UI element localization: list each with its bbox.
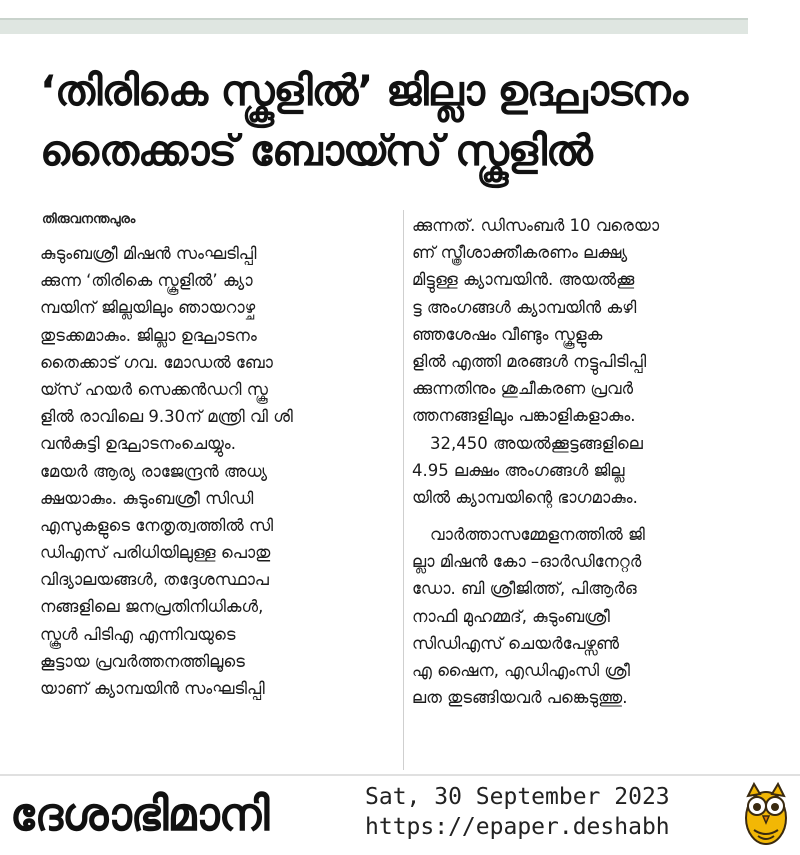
- dateline: തിരുവനന്തപുരം: [42, 212, 136, 227]
- article-line: ലത തുടങ്ങിയവർ പങ്കെടുത്തു.: [412, 688, 628, 708]
- article-line: ക്കുന്നതിനും ശുചീകരണ പ്രവർ: [412, 379, 634, 399]
- article-line: കൂട്ടായ പ്രവർത്തനത്തിലൂടെ: [40, 651, 245, 671]
- article-line: ളിൽ രാവിലെ 9.30ന് മന്ത്രി വി ശി: [40, 407, 293, 427]
- headline-line-1: ‘തിരികെ സ്കൂളിൽ’ ജില്ലാ ഉദ്ഘാടനം: [40, 66, 688, 115]
- article-line: 4.95 ലക്ഷം അംഗങ്ങൾ ജില്ല: [412, 460, 625, 480]
- article-line: എസുകളുടെ നേതൃത്വത്തിൽ സി: [40, 515, 274, 535]
- article-line: സിഡിഎസ് ചെയർപേഴ്സൺ: [412, 633, 620, 653]
- article-line: തുടക്കമാകും. ജില്ലാ ഉദ്ഘാടനം: [40, 325, 257, 345]
- article-line: ക്ഷയാകും. കുടുംബശ്രീ സിഡി: [40, 488, 254, 508]
- article-line: തൈക്കാട് ഗവ. മോഡൽ ബോ: [40, 352, 273, 372]
- article-line: ല്ലാ മിഷൻ കോ –ഓർഡിനേറ്റർ: [412, 552, 642, 572]
- article-line: കുടുംബശ്രീ മിഷൻ സംഘടിപ്പി: [40, 244, 257, 263]
- article-line: 32,450 അയൽക്കൂട്ടങ്ങളിലെ: [430, 433, 643, 453]
- article-line: നങ്ങളിലെ ജനപ്രതിനിധികൾ,: [40, 597, 264, 617]
- article-line: വാർത്താസമ്മേളനത്തിൽ ജി: [430, 525, 645, 545]
- article-line: ണ് സ്ത്രീശാക്തീകരണം ലക്ഷ്യ: [412, 243, 628, 263]
- article-line: ട്ട അംഗങ്ങൾ ക്യാമ്പയിൻ കഴി: [412, 297, 637, 317]
- newspaper-logo: ദേശാഭിമാനി: [10, 787, 269, 841]
- column-divider: [403, 210, 404, 770]
- article-line: എ ഷൈന, എഡിഎംസി ശ്രീ: [412, 661, 630, 680]
- paragraph-gap: [412, 511, 762, 521]
- article-line: വൻകുട്ടി ഉദ്ഘാടനംചെയ്യും.: [40, 434, 236, 454]
- article-line: മേയർ ആര്യ രാജേന്ദ്രൻ അധ്യ: [40, 461, 268, 481]
- article-left-column: [40, 240, 395, 702]
- article-line: യാണ് ക്യാമ്പയിൻ സംഘടിപ്പി: [40, 679, 265, 698]
- article-line: ഞ്ഞശേഷം വീണ്ടും സ്കൂളുക: [412, 324, 603, 344]
- headline-line-2: തൈക്കാട് ബോയ്സ് സ്കൂളിൽ: [40, 126, 592, 175]
- article-right-column: [412, 212, 762, 711]
- article-line: ക്കുന്ന ‘തിരികെ സ്കൂളിൽ’ ക്യാ: [40, 271, 253, 291]
- epaper-url[interactable]: https://epaper.deshabh: [365, 814, 670, 840]
- headline: [40, 62, 770, 182]
- article-line: യിൽ ക്യാമ്പയിന്റെ ഭാഗമാകും.: [412, 487, 638, 507]
- footer-divider: [0, 774, 800, 776]
- article-line: മ്പയിന് ജില്ലയിലും ഞായറാഴ്ച: [40, 298, 256, 318]
- edition-date: Sat, 30 September 2023: [365, 784, 670, 810]
- article-line: വിദ്യാലയങ്ങൾ, തദ്ദേശസ്ഥാപ: [40, 570, 269, 590]
- top-band: [0, 18, 748, 34]
- article-line: യ്സ് ഹയർ സെക്കൻഡറി സ്കൂ: [40, 379, 268, 399]
- owl-icon: [740, 778, 792, 848]
- article-line: മിട്ടുള്ള ക്യാമ്പയിൻ. അയൽക്കൂ: [412, 270, 635, 290]
- edition-info: [365, 782, 670, 842]
- article-line: നാഫി മുഹമ്മദ്, കുടുംബശ്രീ: [412, 606, 610, 626]
- article-line: ത്തനങ്ങളിലും പങ്കാളികളാകും.: [412, 406, 636, 426]
- article-line: ക്കുന്നത്. ഡിസംബർ 10 വരെയാ: [412, 216, 660, 235]
- article-line: ഡോ. ബി ശ്രീജിത്ത്, പിആർഒ: [412, 579, 637, 599]
- article-line: ഡിഎസ് പരിധിയിലുള്ള പൊതു: [40, 543, 271, 563]
- article-line: സ്കൂൾ പിടിഎ എന്നിവയുടെ: [40, 624, 236, 644]
- article-line: ളിൽ എത്തി മരങ്ങൾ നട്ടുപിടിപ്പി: [412, 351, 647, 371]
